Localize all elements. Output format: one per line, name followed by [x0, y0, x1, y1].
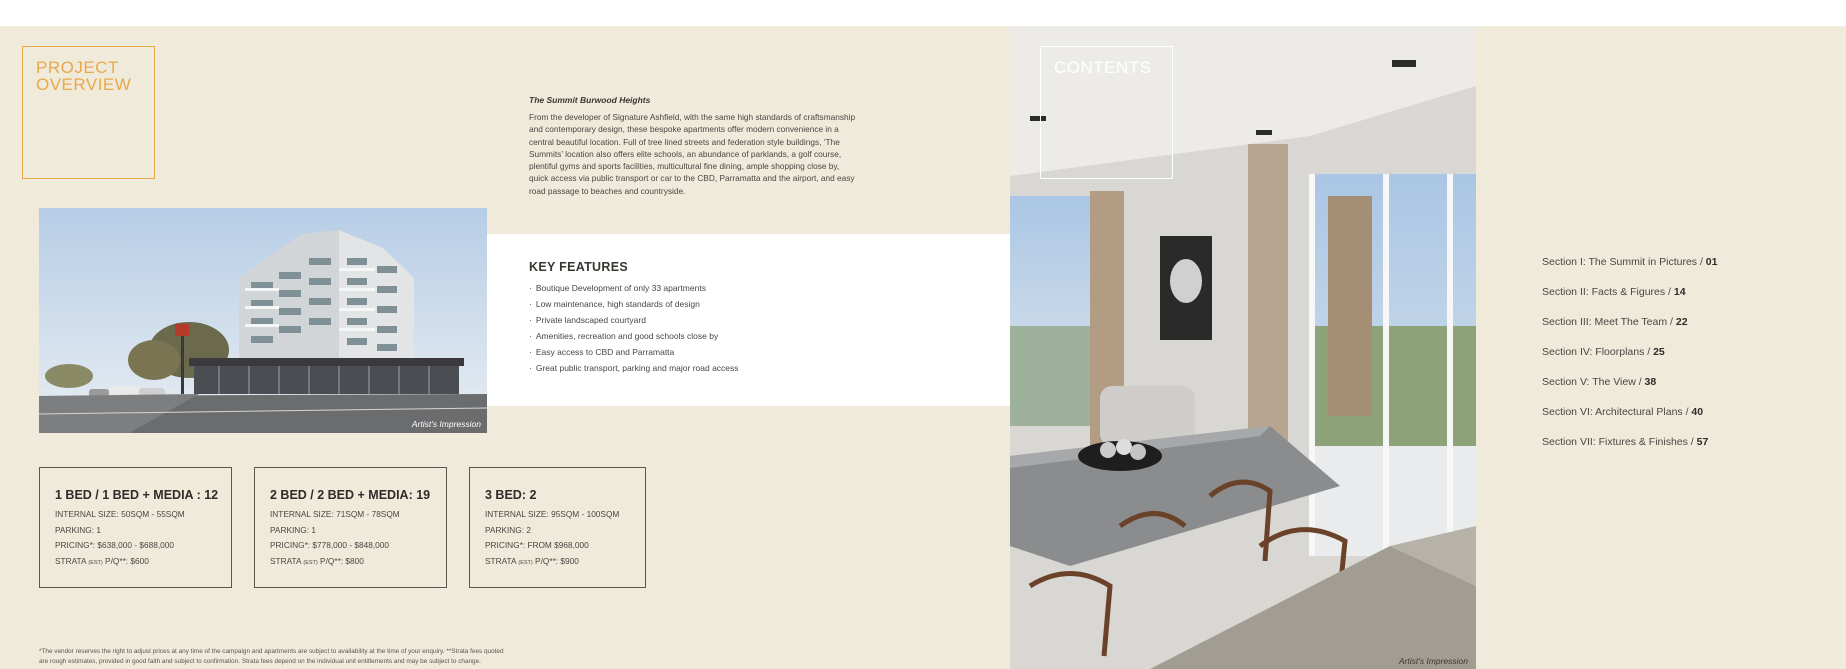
- unit-card-3bed: [469, 467, 646, 588]
- feature-item: · Amenities, recreation and good schools close by: [529, 331, 719, 341]
- unit-size: INTERNAL SIZE: 50SQM - 55SQM: [55, 509, 185, 519]
- key-features-list: [529, 280, 739, 376]
- contents-list: [1542, 247, 1717, 457]
- key-features-title: KEY FEATURES: [529, 260, 628, 274]
- feature-item: · Private landscaped courtyard: [529, 315, 646, 325]
- contents-entry[interactable]: Section III: Meet The Team / 22: [1542, 316, 1688, 328]
- feature-item: · Low maintenance, high standards of design: [529, 299, 700, 309]
- unit-strata: STRATA (EST) P/Q**: $600: [55, 555, 149, 566]
- contents-page: [1476, 26, 1846, 669]
- unit-size: INTERNAL SIZE: 71SQM - 78SQM: [270, 509, 400, 519]
- key-features-panel: [487, 234, 1010, 406]
- building-image-caption: Artist's Impression: [411, 419, 481, 429]
- unit-parking: PARKING: 2: [485, 524, 531, 535]
- unit-pricing: PRICING*: FROM $968,000: [485, 540, 589, 550]
- contents-entry[interactable]: Section VI: Architectural Plans / 40: [1542, 406, 1704, 418]
- project-overview-page: [0, 26, 1010, 669]
- unit-parking: PARKING: 1: [270, 524, 316, 535]
- contents-entry[interactable]: Section VII: Fixtures & Finishes / 57: [1542, 436, 1709, 448]
- intro-title: The Summit Burwood Heights: [529, 95, 651, 105]
- intro-body: From the developer of Signature Ashfield, with the same high standards of craftsmanship and contemporary design, these bespoke apartments offer modern convenience in a central beautiful location. Full of tree lined streets and federation style buildings, ‘The Summits’ location also offers elite schools, an abundance of parklands, a golf course, plentiful gyms and sports facilities, multicultural fine dining, ample shopping close by, quick access via public transport or car to the CBD, Parramatta and the airport, and easy road passage to beaches and countryside.: [529, 112, 856, 196]
- unit-card-1bed: [39, 467, 232, 588]
- unit-card-2bed: [254, 467, 447, 588]
- contents-frame: [1040, 46, 1173, 179]
- feature-item: · Easy access to CBD and Parramatta: [529, 347, 675, 357]
- contents-entry[interactable]: Section V: The View / 38: [1542, 376, 1657, 388]
- unit-title: 2 BED / 2 BED + MEDIA: 19: [270, 488, 431, 502]
- interior-image-caption: Artist's Impression: [1398, 656, 1468, 666]
- contents-entry[interactable]: Section I: The Summit in Pictures / 01: [1542, 256, 1718, 268]
- intro-block: [529, 95, 859, 197]
- contents-entry[interactable]: Section IV: Floorplans / 25: [1542, 346, 1665, 358]
- unit-parking: PARKING: 1: [55, 524, 101, 535]
- contents-title: CONTENTS: [1054, 58, 1152, 77]
- contents-entry[interactable]: Section II: Facts & Figures / 14: [1542, 286, 1686, 298]
- unit-strata: STRATA (EST) P/Q**: $900: [485, 555, 579, 566]
- unit-pricing: PRICING*: $778,000 - $848,000: [270, 540, 389, 550]
- unit-title: 1 BED / 1 BED + MEDIA : 12: [55, 488, 219, 502]
- unit-size: INTERNAL SIZE: 95SQM - 100SQM: [485, 509, 620, 519]
- feature-item: · Boutique Development of only 33 apartments: [529, 283, 706, 293]
- feature-item: · Great public transport, parking and major road access: [529, 363, 739, 373]
- unit-title: 3 BED: 2: [485, 488, 537, 502]
- unit-pricing: PRICING*: $638,000 - $688,000: [55, 540, 174, 550]
- project-overview-title: PROJECT OVERVIEW: [36, 58, 132, 94]
- building-render-image: [39, 208, 487, 433]
- pricing-footnote: *The vendor reserves the right to adjust prices at any time of the campaign and apartments are subject to availability at the time of your enquiry. **Strata fees quoted are rough estimates, provided in good faith and subject to confirmation. Strata fees depend on the individual unit entitlements and may be subject to change.: [39, 648, 504, 665]
- interior-render-image: [1010, 26, 1476, 669]
- unit-strata: STRATA (EST) P/Q**: $800: [270, 555, 364, 566]
- project-overview-frame: [22, 46, 155, 179]
